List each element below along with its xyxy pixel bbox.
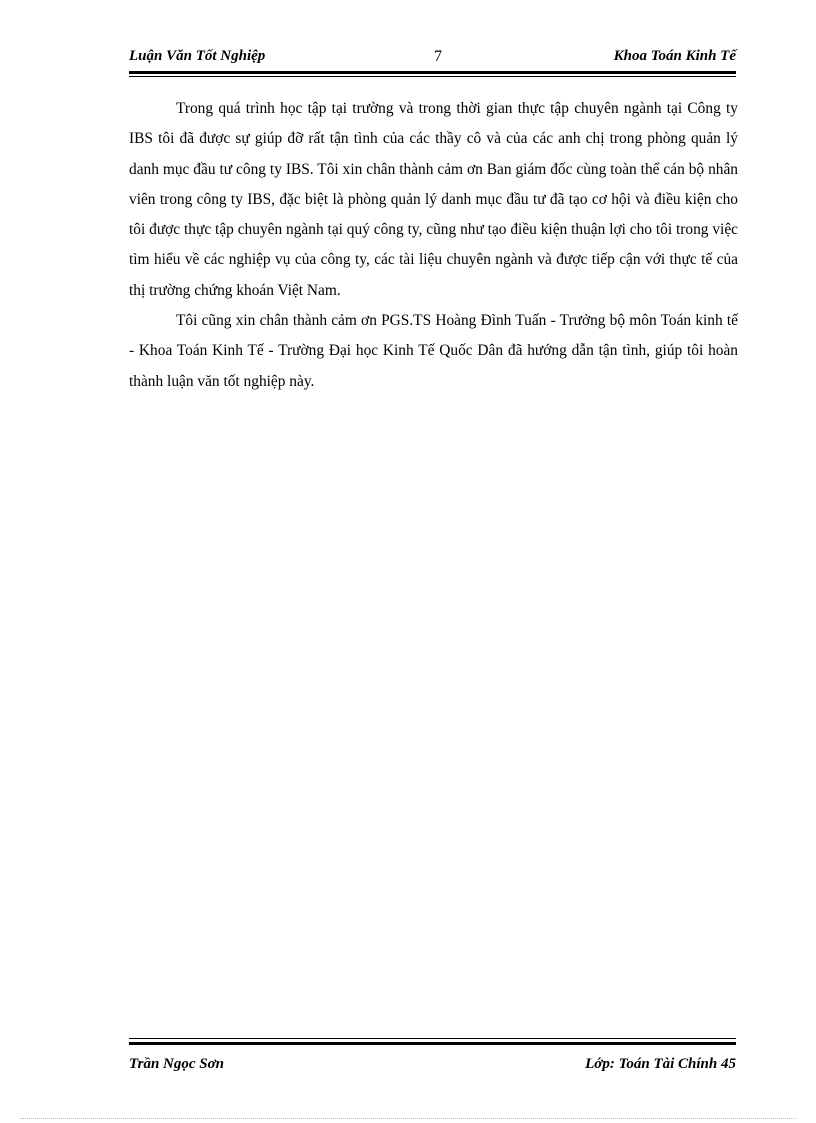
page-bottom-dotted-line	[20, 1118, 796, 1119]
header-rule-thick	[129, 71, 736, 74]
header-rule-thin	[129, 76, 736, 77]
footer-rule-thin	[129, 1038, 736, 1039]
header-thesis-title: Luận Văn Tốt Nghiệp	[129, 48, 266, 64]
page-footer	[129, 1056, 736, 1078]
header-page-number: 7	[434, 48, 442, 65]
footer-rule-thick	[129, 1042, 736, 1045]
page-header	[129, 48, 736, 70]
body-text	[129, 94, 738, 397]
footer-class: Lớp: Toán Tài Chính 45	[585, 1056, 736, 1072]
paragraph-acknowledgement-1: Trong quá trình học tập tại trường và trong thời gian thực tập chuyên ngành tại Công ty IBS tôi đã được sự giúp đỡ rất tận tình của các thầy cô và của các anh chị trong phòng quản lý danh mục đầu tư công ty IBS. Tôi xin chân thành cảm ơn Ban giám đốc cùng toàn thể cán bộ nhân viên trong công ty IBS, đặc biệt là phòng quản lý danh mục đầu tư đã tạo cơ hội và điều kiện cho tôi được thực tập chuyên ngành tại quý công ty, cũng như tạo điều kiện thuận lợi cho tôi trong việc tìm hiểu về các nghiệp vụ của công ty, các tài liệu chuyên ngành và được tiếp cận với thực tế của thị trường chứng khoán Việt Nam.	[129, 100, 738, 299]
header-faculty: Khoa Toán Kinh Tế	[613, 48, 736, 64]
paragraph-acknowledgement-2: Tôi cũng xin chân thành cảm ơn PGS.TS Hoàng Đình Tuấn - Trưởng bộ môn Toán kinh tế - Khoa Toán Kinh Tế - Trường Đại học Kinh Tế Quốc Dân đã hướng dẫn tận tình, giúp tôi hoàn thành luận văn tốt nghiệp này.	[129, 312, 738, 390]
footer-author: Trần Ngọc Sơn	[129, 1056, 225, 1072]
